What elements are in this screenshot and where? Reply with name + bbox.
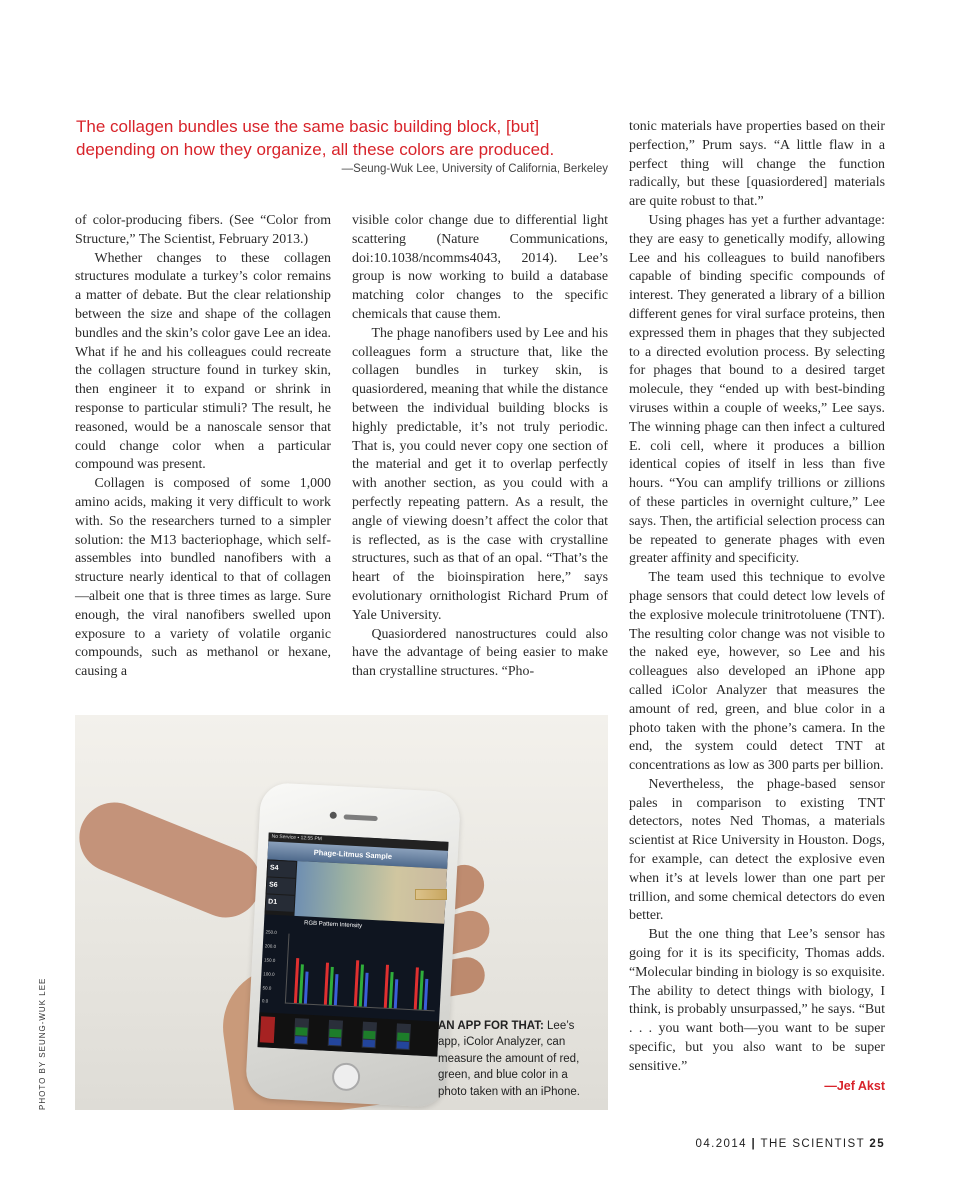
- iphone: [245, 782, 461, 1108]
- pull-quote: [76, 116, 608, 175]
- y-tick: 100.0: [263, 971, 275, 977]
- y-tick: 0.0: [261, 998, 269, 1004]
- pull-quote-text: The collagen bundles use the same basic building block, [but] depending on how they organize, all these colors are produced.: [76, 117, 555, 159]
- sample-list: [264, 859, 297, 915]
- sensor-strip: [415, 889, 447, 900]
- article-column-2: [352, 212, 608, 682]
- app-title: Phage-Litmus Sample: [313, 847, 393, 861]
- color-readouts: [258, 1012, 440, 1056]
- page-folio: [696, 1138, 885, 1150]
- y-tick: 150.0: [263, 957, 276, 963]
- sample-label: S6: [267, 877, 296, 894]
- chart-bar-blue: [394, 979, 399, 1009]
- readout-chip: [260, 1016, 275, 1043]
- hand-thumb: [75, 792, 271, 928]
- paragraph: Using phages has yet a further advantage: they are easy to genetically modify, allowing Lee and his colleagues to build nanofibers capable of binding specific compounds of interest. They generated a library of a billion different genes for viral surface proteins, then expressed them in phages that they subjected to a directed evolution process. By selecting for phages that bound to a desired target molecule, they “ended up with best-binding viruses within a couple of weeks,” Lee says. The winning phage can then infect a cultured E. coli cell, where it produces a billion identical copies of itself in less than five hours. “You can amplify trillions or zillions of these particles in overnight culture,” Lee says. Then, the artificial selection process can be repeated to generate phages with even greater affinity and specificity.: [629, 212, 885, 567]
- photo-credit: PHOTO BY SEUNG-WUK LEE: [38, 977, 47, 1110]
- paragraph: of color-producing fibers. (See “Color from Structure,” The Scientist, February 2013.): [75, 213, 331, 247]
- readout-chip: [396, 1023, 411, 1050]
- y-tick: 200.0: [264, 943, 277, 949]
- paragraph: Quasiordered nanostructures could also have the advantage of being easier to make than crystalline structures. “Pho-: [352, 626, 608, 680]
- chart-title: RGB Pattern Intensity: [303, 920, 363, 930]
- paragraph: The phage nanofibers used by Lee and his colleagues form a structure that, like the collagen bundles in turkey skin, is quasiordered, meaning that while the distance between the individual building blocks is highly predictable, it’s not truly periodic. That is, you could never copy one section of the material and get it to overlap perfectly with another section, as you could with a perfectly repeating pattern. As a result, the angle of viewing doesn’t affect the color that is reflected, as is the case with crystalline structures, such as that of an opal. “That’s the heart of the bioinspiration here,” says evolutionary ornithologist Richard Prum of Yale University.: [352, 325, 608, 623]
- chart-bar-blue: [334, 974, 339, 1005]
- readout-chip: [294, 1018, 309, 1045]
- speaker-grille: [344, 814, 378, 821]
- paragraph: visible color change due to differential light scattering (Nature Communications, doi:10.1038/ncomms4043, 2014). Lee’s group is now working to build a database matching color changes to the specific chemicals that cause them.: [352, 213, 608, 322]
- photo-caption: [438, 1018, 598, 1100]
- pull-quote-attribution: —Seung-Wuk Lee, University of California, Berkeley: [341, 163, 608, 175]
- readout-chip: [362, 1022, 377, 1049]
- status-bar: No Service • 12:55 PM: [268, 832, 448, 850]
- folio-separator: |: [751, 1138, 757, 1150]
- sample-label: D1: [266, 894, 295, 911]
- camera-icon: [330, 812, 337, 819]
- paragraph: Nevertheless, the phage-based sensor pales in comparison to existing TNT detectors, notes Ned Thomas, a materials scientist at Rice University in Houston. Dogs, for example, can detect the explosive even when it’s at levels lower than one part per trillion, and some chemical detectors do even better.: [629, 776, 885, 924]
- chart-bar-blue: [424, 979, 429, 1010]
- paragraph: But the one thing that Lee’s sensor has going for it is its specificity, Thomas adds. “Molecular binding in biology is so exquisite. The ability to detect things with biology, I think, is probably unsurpassed,” he says. “But . . . you want both—you want to be super specific, but you also want to be super sensitive.”: [629, 927, 885, 1074]
- y-tick: 250.0: [265, 929, 277, 935]
- article-column-3: [629, 118, 885, 1095]
- app-screen: [258, 832, 449, 1056]
- caption-body: Lee’s app, iColor Analyzer, can measure the amount of red, green, and blue color in a photo taken with an iPhone.: [438, 1020, 580, 1098]
- chart-bar-blue: [304, 971, 309, 1003]
- article-column-1: [75, 212, 331, 682]
- chart-bar-green: [389, 972, 394, 1008]
- chart-bar-blue: [364, 973, 369, 1007]
- page-number: 25: [869, 1138, 885, 1150]
- home-button: [331, 1062, 360, 1091]
- paragraph: tonic materials have properties based on their perfection,” Prum says. “A little flaw in a perfect thing will change the function radically, but these [quasiordered] materials are quite robust to that.”: [629, 119, 885, 210]
- y-tick: 50.0: [262, 985, 272, 991]
- sample-label: S4: [267, 860, 296, 877]
- caption-lead: AN APP FOR THAT:: [438, 1020, 544, 1032]
- magazine-name: THE SCIENTIST: [760, 1138, 865, 1150]
- chart-bar-green: [329, 967, 334, 1005]
- paragraph: The team used this technique to evolve phage sensors that could detect low levels of the explosive molecule trinitrotoluene (TNT). The resulting color change was not visible to the naked eye, however, so Lee and his colleagues also developed an iPhone app called iColor Analyzer that measures the amount of red, green, and blue color in a photo taken with the phone’s camera. In the end, the system could detect TNT at concentrations as low as 300 parts per billion.: [629, 570, 885, 774]
- author-signature: —Jef Akst: [824, 1078, 885, 1093]
- readout-chip: [328, 1020, 343, 1047]
- issue-date: 04.2014: [695, 1138, 747, 1150]
- rgb-bar-chart: [285, 934, 438, 1012]
- paragraph: Whether changes to these collagen structures modulate a turkey’s color remains a matter of debate. But the clear relationship between the size and shape of the collagen bundles and the skin’s color gave Lee an idea. What if he and his colleagues could recreate the collagen structure found in turkey skin, then engineer it to expand or shrink in response to particular stimuli? The result, he reasoned, would be a nanoscale sensor that could change color when a particular compound was present.: [75, 250, 331, 473]
- paragraph: Collagen is composed of some 1,000 amino acids, making it very difficult to work with. So the researchers turned to a simpler solution: the M13 bacteriophage, which self-assembles into bundled nanofibers with a structure nearly identical to that of collagen—albeit one that is three times as large. Sure enough, the viral nanofibers swelled upon exposure to a variety of volatile organic compounds, such as methanol or hexane, causing a: [75, 476, 331, 680]
